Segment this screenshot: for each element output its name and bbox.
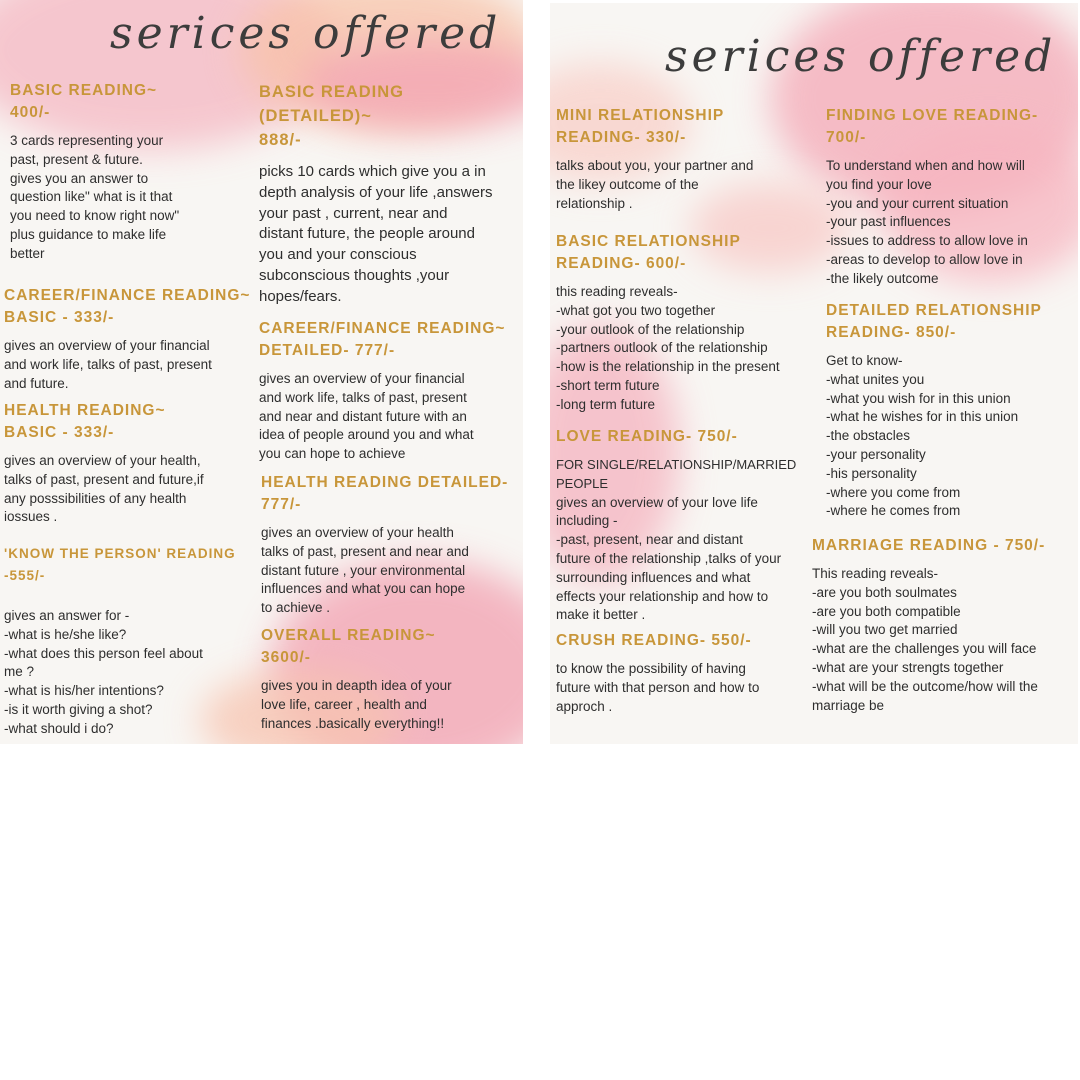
service-heading: OVERALL READING~ 3600/- — [261, 627, 436, 666]
service-basic-relationship — [556, 231, 811, 415]
service-heading: CRUSH READING- 550/- — [556, 632, 752, 649]
service-heading: BASIC READING~ 400/- — [10, 82, 158, 121]
service-basic-reading-detailed — [259, 80, 521, 308]
service-heading: BASIC READING (DETAILED)~ 888/- — [259, 83, 405, 149]
service-mini-relationship — [556, 105, 806, 213]
service-heading: MARRIAGE READING - 750/- — [812, 537, 1046, 554]
menu-card-left — [0, 0, 523, 744]
page-title: serices offered — [110, 8, 502, 59]
service-career-finance-detailed — [259, 318, 521, 464]
service-description: this reading reveals- -what got you two together -your outlook of the relationship -partners outlook of the relationship -how is the relationship in the present -short term future -long term future — [556, 284, 780, 412]
service-description: gives an overview of your love life including - -past, present, near and distant future of the relationship ,talks of your surrounding influences and what effects your relationship and how to make it better . — [556, 494, 782, 623]
service-description: gives an overview of your health talks of past, present and near and distant future , your environmental influences and what you can hope to achieve . — [261, 525, 469, 616]
service-description: To understand when and how will you find your love -you and your current situation -your past influences -issues to address to allow love in -areas to develop to allow love in -the likely outcome — [826, 158, 1028, 286]
service-heading: MINI RELATIONSHIP READING- 330/- — [556, 107, 725, 146]
service-health-basic — [4, 400, 254, 527]
service-description: to know the possibility of having future with that person and how to approch . — [556, 661, 760, 714]
service-heading: LOVE READING- 750/- — [556, 428, 738, 445]
service-career-finance-basic — [4, 285, 254, 393]
service-description: gives you in deapth idea of your love life, career , health and finances .basically everything!! — [261, 678, 452, 731]
service-crush-reading — [556, 630, 811, 716]
service-know-the-person — [4, 543, 254, 739]
service-description: picks 10 cards which give you a in depth analysis of your life ,answers your past , current, near and distant future, the people around you and your conscious subconscious thoughts ,your hopes/fears. — [259, 163, 493, 305]
service-heading: HEALTH READING~ BASIC - 333/- — [4, 402, 166, 441]
service-love-reading — [556, 426, 811, 625]
service-description: gives an overview of your financial and work life, talks of past, present and future. — [4, 338, 212, 391]
service-basic-reading — [10, 80, 245, 264]
service-heading: BASIC RELATIONSHIP READING- 600/- — [556, 233, 741, 272]
service-heading: HEALTH READING DETAILED- 777/- — [261, 474, 509, 513]
service-heading: CAREER/FINANCE READING~ BASIC - 333/- — [4, 287, 251, 326]
service-audience: FOR SINGLE/RELATIONSHIP/MARRIED PEOPLE — [556, 457, 797, 491]
service-overall-reading — [261, 625, 521, 733]
service-finding-love — [826, 105, 1076, 289]
service-description: gives an answer for - -what is he/she like? -what does this person feel about me ? -what is his/her intentions? -is it worth giving a shot? -what should i do? — [4, 608, 203, 736]
service-health-detailed — [261, 472, 521, 618]
menu-card-right — [550, 3, 1078, 744]
service-heading: DETAILED RELATIONSHIP READING- 850/- — [826, 302, 1042, 341]
service-description: Get to know- -what unites you -what you wish for in this union -what he wishes for in this union -the obstacles -your personality -his personality -where you come from -where he comes from — [826, 353, 1019, 519]
service-description: This reading reveals- -are you both soulmates -are you both compatible -will you two get married -what are the challenges you will face -what are your strengts together -what will be the outcome/how will the marriage be — [812, 566, 1038, 713]
service-description: gives an overview of your health, talks of past, present and future,if any posssibilities of any health iossues . — [4, 453, 204, 525]
service-marriage-reading — [812, 535, 1076, 715]
service-description: gives an overview of your financial and work life, talks of past, present and near and distant future with an idea of people around you and what you can hope to achieve — [259, 371, 474, 462]
service-heading: CAREER/FINANCE READING~ DETAILED- 777/- — [259, 320, 506, 359]
service-description: talks about you, your partner and the likey outcome of the relationship . — [556, 158, 754, 211]
service-description: 3 cards representing your past, present & future. gives you an answer to question like" what is it that you need to know right now" plus guidance to make life better — [10, 133, 180, 261]
page-title: serices offered — [665, 31, 1057, 82]
service-detailed-relationship — [826, 300, 1076, 521]
service-heading: 'KNOW THE PERSON' READING -555/- — [4, 546, 236, 583]
service-heading: FINDING LOVE READING- 700/- — [826, 107, 1039, 146]
